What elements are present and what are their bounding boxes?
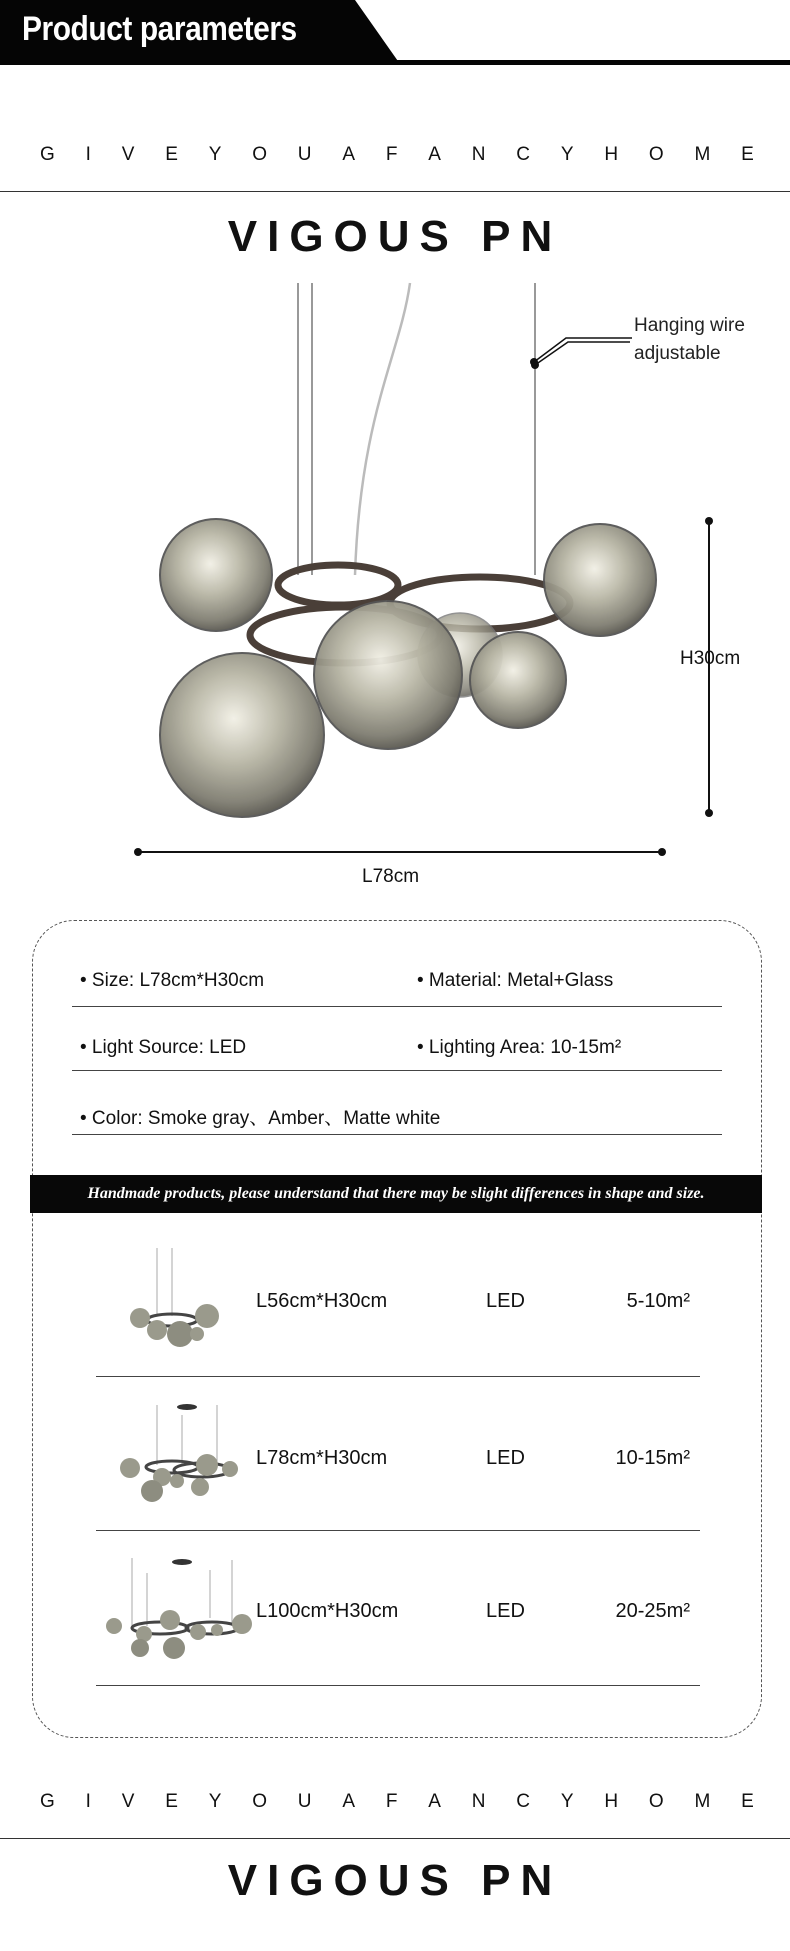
- model-area: 5-10m²: [626, 1290, 690, 1312]
- length-dimension-line: [130, 845, 670, 859]
- model-row: [96, 1228, 700, 1378]
- tagline-letter: G: [40, 1791, 55, 1812]
- model-source: LED: [486, 1447, 525, 1469]
- height-label: H30cm: [680, 648, 741, 669]
- tagline-letter: V: [121, 1791, 135, 1812]
- tagline-letter: U: [297, 144, 312, 165]
- spec-row-color: [72, 1083, 722, 1147]
- tagline-letter: Y: [208, 1791, 222, 1812]
- tagline-letter: M: [694, 1791, 711, 1812]
- tagline-letter: E: [741, 1791, 754, 1812]
- brand-title-top: VIGOUS PN: [227, 212, 563, 261]
- tagline-letter: F: [385, 144, 398, 165]
- tagline-letter: M: [694, 144, 711, 165]
- tagline-letter: C: [516, 144, 531, 165]
- page-title: Product parameters: [22, 10, 297, 48]
- tagline-letter: E: [741, 144, 754, 165]
- spec-row-size-material: [72, 950, 722, 1014]
- model-size: L56cm*H30cm: [256, 1290, 388, 1312]
- tagline-letter: A: [428, 144, 441, 165]
- spec-color: • Color: Smoke gray、Amber、Matte white: [80, 1108, 441, 1129]
- divider-bottom: [0, 1838, 790, 1839]
- model-medium-image: [102, 1395, 252, 1520]
- hanging-wire-line1: Hanging wire: [634, 315, 745, 336]
- divider-top: [0, 191, 790, 192]
- model-row: [96, 1385, 700, 1535]
- tagline-letter: Y: [560, 144, 574, 165]
- tagline-letter: O: [648, 144, 664, 165]
- spec-size: • Size: L78cm*H30cm: [80, 970, 265, 991]
- tagline-letter: O: [252, 1791, 267, 1812]
- length-label: L78cm: [362, 866, 420, 887]
- model-small-image: [102, 1238, 252, 1363]
- tagline-letter: A: [342, 1791, 356, 1812]
- handmade-notice: Handmade products, please understand that there may be slight differences in shape and size.: [30, 1175, 762, 1213]
- tagline-letter: O: [252, 144, 267, 165]
- tagline-bottom: [0, 1791, 790, 1813]
- spec-divider: [72, 1070, 722, 1071]
- tagline-letter: V: [121, 144, 135, 165]
- tagline-letter: E: [165, 1791, 178, 1812]
- hanging-wire-pointer: [528, 334, 632, 368]
- hanging-wire-label: [634, 312, 745, 368]
- header-banner: [0, 0, 790, 72]
- model-divider: [96, 1530, 700, 1531]
- tagline-letter: H: [604, 1791, 619, 1812]
- tagline-letter: O: [648, 1791, 664, 1812]
- tagline-letter: A: [428, 1791, 441, 1812]
- spec-divider: [72, 1134, 722, 1135]
- tagline-top: [0, 144, 790, 166]
- spec-material: • Material: Metal+Glass: [417, 970, 614, 991]
- tagline-letter: E: [165, 144, 178, 165]
- model-divider: [96, 1376, 700, 1377]
- tagline-letter: I: [85, 144, 91, 165]
- tagline-letter: N: [471, 1791, 486, 1812]
- hanging-wire-line2: adjustable: [634, 343, 721, 364]
- tagline-letter: Y: [208, 144, 222, 165]
- spec-row-source-area: [72, 1017, 722, 1081]
- spec-lighting-area: • Lighting Area: 10-15m²: [417, 1037, 622, 1058]
- model-large-image: [102, 1548, 252, 1673]
- model-size: L78cm*H30cm: [256, 1447, 388, 1469]
- spec-light-source: • Light Source: LED: [80, 1037, 247, 1058]
- tagline-letter: G: [40, 144, 55, 165]
- model-divider: [96, 1685, 700, 1686]
- tagline-letter: Y: [560, 1791, 574, 1812]
- tagline-letter: H: [604, 144, 619, 165]
- tagline-letter: C: [516, 1791, 531, 1812]
- model-source: LED: [486, 1600, 525, 1622]
- tagline-letter: I: [85, 1791, 91, 1812]
- brand-title-bottom: VIGOUS PN: [227, 1856, 563, 1905]
- model-source: LED: [486, 1290, 525, 1312]
- tagline-letter: U: [297, 1791, 312, 1812]
- banner-underline: [0, 60, 790, 65]
- model-area: 10-15m²: [615, 1447, 690, 1469]
- model-row: [96, 1538, 700, 1688]
- tagline-letter: N: [471, 144, 486, 165]
- spec-divider: [72, 1006, 722, 1007]
- model-size: L100cm*H30cm: [256, 1600, 399, 1622]
- tagline-letter: F: [385, 1791, 398, 1812]
- model-area: 20-25m²: [615, 1600, 690, 1622]
- tagline-letter: A: [342, 144, 356, 165]
